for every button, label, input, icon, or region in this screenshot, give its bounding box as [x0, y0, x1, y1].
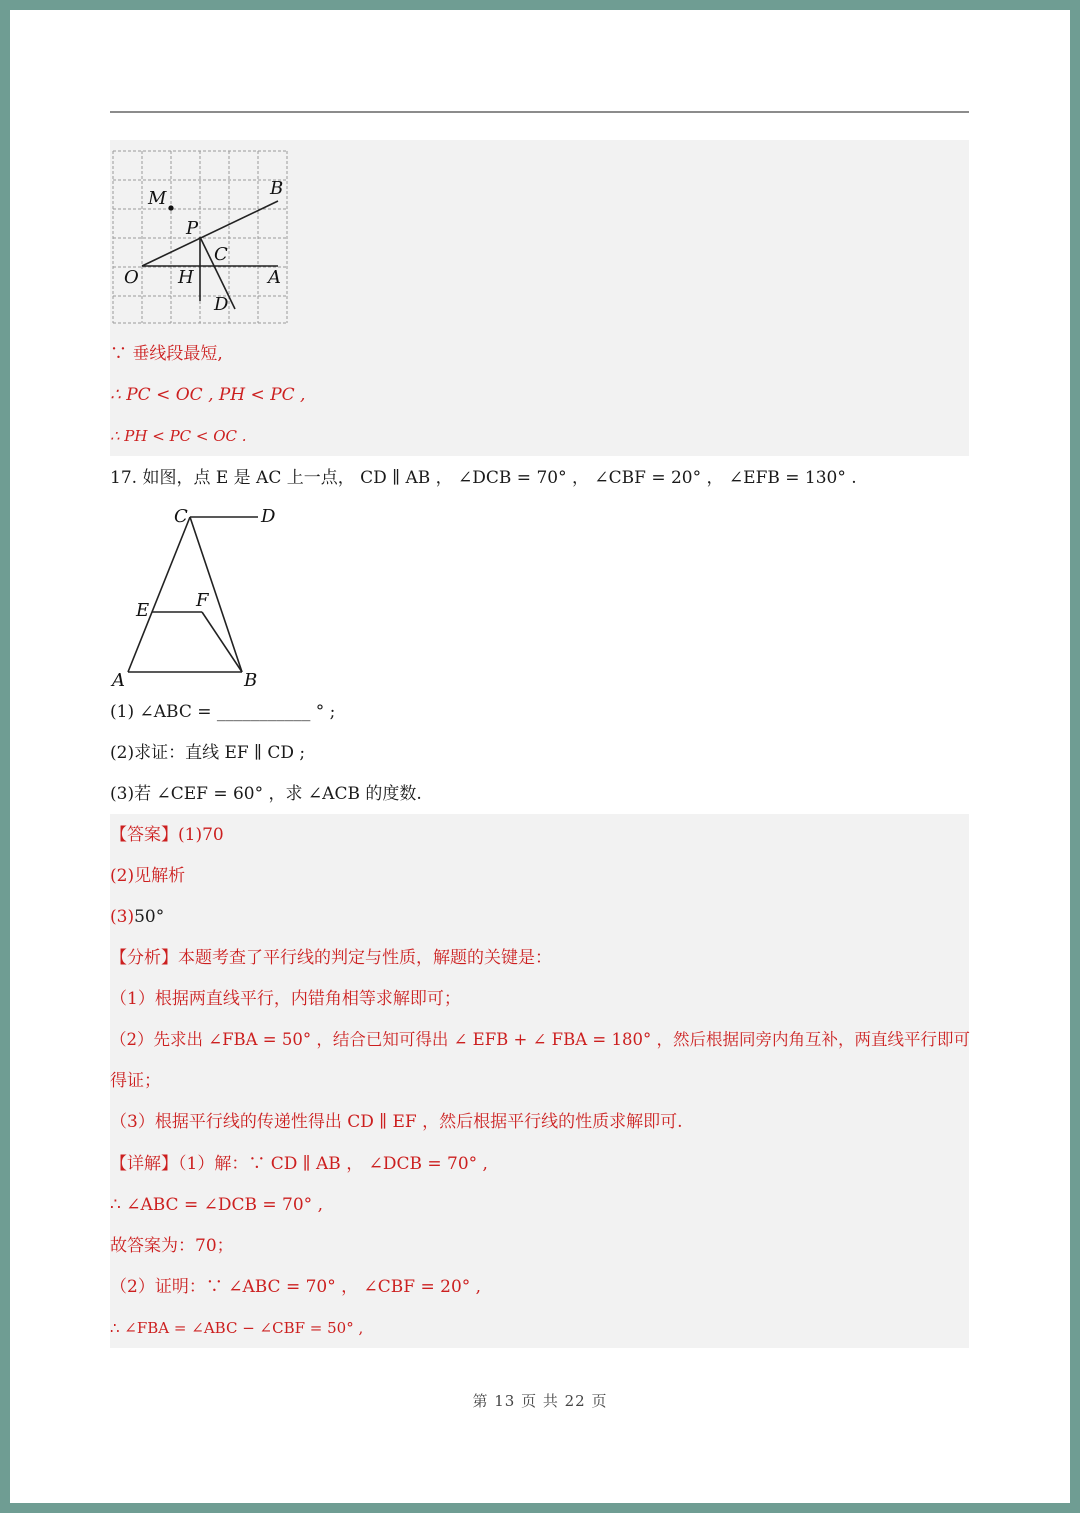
prev-solution-line-2: ∴ PC < OC , PH < PC ,: [110, 385, 306, 405]
question-2: (2)求证：直线 EF ∥ CD ;: [110, 743, 306, 763]
label-b: B: [270, 178, 284, 199]
analysis-3: （3）根据平行线的传递性得出 CD ∥ EF ，然后根据平行线的性质求解即可.: [110, 1112, 683, 1132]
analysis-title: 【分析】本题考查了平行线的判定与性质，解题的关键是：: [110, 948, 552, 968]
segment-fb: [202, 612, 242, 672]
prev-solution-line-1: ∵ 垂线段最短,: [110, 344, 223, 364]
detail-1: 【详解】（1）解：∵ CD ∥ AB ， ∠DCB = 70° ,: [110, 1154, 488, 1174]
label-p: P: [186, 218, 199, 239]
answer-1: 【答案】(1)70: [110, 825, 224, 845]
prev-solution-line-3: ∴ PH < PC < OC .: [110, 427, 247, 445]
document-page: [10, 10, 1070, 1503]
detail-3: 故答案为：70；: [110, 1236, 234, 1256]
label-c: C: [174, 506, 188, 527]
question-1: (1) ∠ABC = ___________ ° ;: [110, 702, 336, 722]
point-m: [168, 205, 173, 210]
analysis-2-cont: 得证；: [110, 1071, 161, 1091]
label-h: H: [178, 267, 194, 288]
analysis-1: （1）根据两直线平行，内错角相等求解即可；: [110, 989, 461, 1009]
answer-3: [110, 905, 164, 929]
label-d: D: [261, 506, 276, 527]
answer-block: [110, 814, 969, 1348]
label-c: C: [214, 244, 228, 265]
label-e: E: [136, 600, 150, 621]
detail-4: （2）证明：∵ ∠ABC = 70° ， ∠CBF = 20° ,: [110, 1277, 482, 1297]
detail-2: ∴ ∠ABC = ∠DCB = 70° ,: [110, 1195, 323, 1215]
detail-5: ∴ ∠FBA = ∠ABC − ∠CBF = 50° ,: [110, 1319, 364, 1337]
header-rule: [110, 111, 969, 113]
answer-3-prefix: (3): [110, 907, 135, 927]
answer-2: (2)见解析: [110, 866, 186, 886]
label-o: O: [124, 267, 139, 288]
page-footer: 第 13 页 共 22 页: [472, 1392, 608, 1410]
label-a: A: [268, 267, 281, 288]
figure-grid-diagram: [110, 148, 290, 326]
analysis-2: （2）先求出 ∠FBA = 50° ，结合已知可得出 ∠ EFB + ∠ FBA = 180° ，然后根据同旁内角互补，两直线平行即可: [110, 1030, 970, 1049]
label-b: B: [244, 670, 258, 690]
label-f: F: [196, 590, 209, 611]
answer-3-value: 50°: [134, 907, 165, 927]
figure-triangle: [110, 500, 290, 690]
label-a: A: [112, 670, 125, 690]
question-3: (3)若 ∠CEF = 60° ，求 ∠ACB 的度数.: [110, 784, 422, 804]
segment-ca: [128, 517, 190, 672]
problem-17-stem: 17. 如图，点 E 是 AC 上一点， CD ∥ AB ， ∠DCB = 70° ， ∠CBF = 20° ， ∠EFB = 130° .: [110, 468, 857, 488]
label-m: M: [148, 188, 167, 209]
label-d: D: [214, 294, 229, 315]
